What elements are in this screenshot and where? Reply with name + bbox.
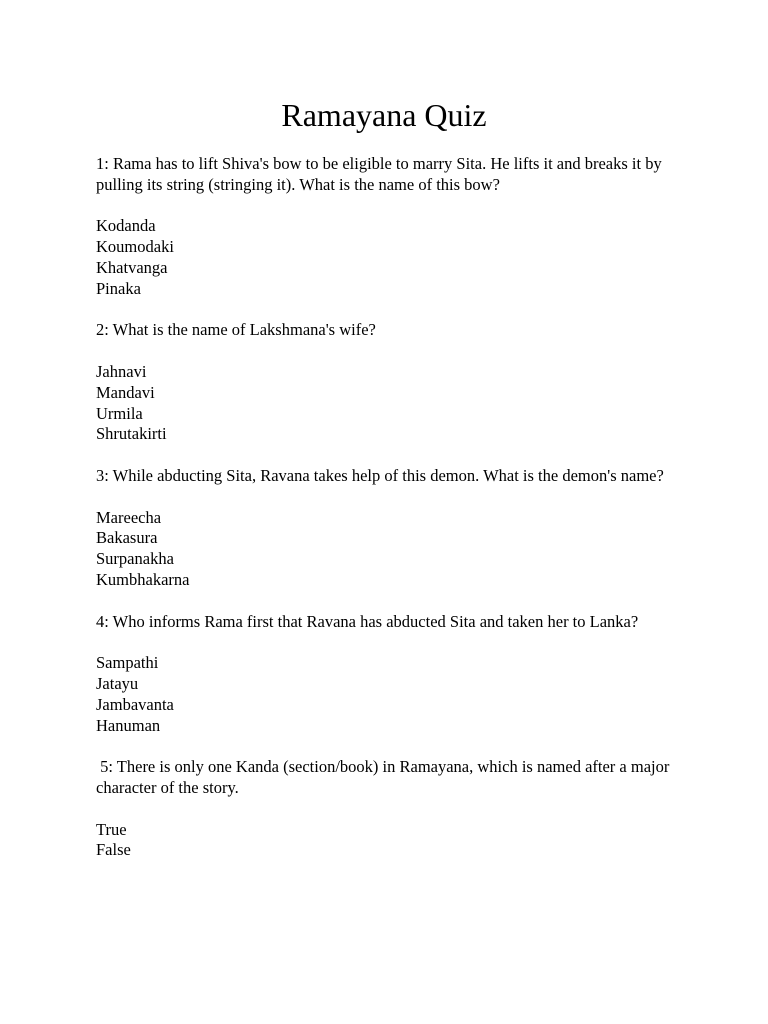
- answer-option: Jambavanta: [96, 694, 174, 714]
- answer-option: True: [96, 819, 127, 839]
- answer-option: Mandavi: [96, 382, 155, 402]
- question-text: 1: Rama has to lift Shiva's bow to be eligible to marry Sita. He lifts it and breaks it by pulling its string (stringing it). What is the name of this bow?: [96, 154, 666, 194]
- question-text: 4: Who informs Rama first that Ravana has abducted Sita and taken her to Lanka?: [96, 611, 639, 631]
- answer-options: [96, 653, 696, 736]
- answer-option: Kumbhakarna: [96, 569, 190, 589]
- answer-option: Urmila: [96, 403, 143, 423]
- answer-option: Jatayu: [96, 673, 139, 693]
- question-text: 3: While abducting Sita, Ravana takes help of this demon. What is the demon's name?: [96, 465, 664, 485]
- answer-option: Kodanda: [96, 216, 156, 236]
- answer-option: Hanuman: [96, 715, 161, 735]
- answer-option: Mareecha: [96, 507, 162, 527]
- answer-option: Surpanakha: [96, 549, 174, 569]
- answer-option: Khatvanga: [96, 257, 168, 277]
- answer-options: [96, 508, 696, 591]
- answer-option: Pinaka: [96, 278, 141, 298]
- quiz-content: [96, 154, 696, 861]
- question-text: 5: There is only one Kanda (section/book) in Ramayana, which is named after a major character of the story.: [96, 757, 674, 797]
- answer-options: [96, 362, 696, 445]
- answer-option: Sampathi: [96, 653, 159, 673]
- answer-option: Bakasura: [96, 528, 158, 548]
- answer-options: [96, 216, 696, 299]
- page-title: Ramayana Quiz: [281, 97, 487, 133]
- answer-option: Jahnavi: [96, 361, 147, 381]
- question-block-5: [96, 757, 696, 861]
- answer-option: False: [96, 840, 131, 860]
- question-block-1: [96, 154, 696, 300]
- question-block-3: [96, 466, 696, 591]
- question-block-2: [96, 320, 696, 445]
- answer-option: Shrutakirti: [96, 424, 167, 444]
- question-text: 2: What is the name of Lakshmana's wife?: [96, 320, 376, 340]
- question-block-4: [96, 612, 696, 737]
- answer-options: [96, 820, 696, 862]
- answer-option: Koumodaki: [96, 237, 174, 257]
